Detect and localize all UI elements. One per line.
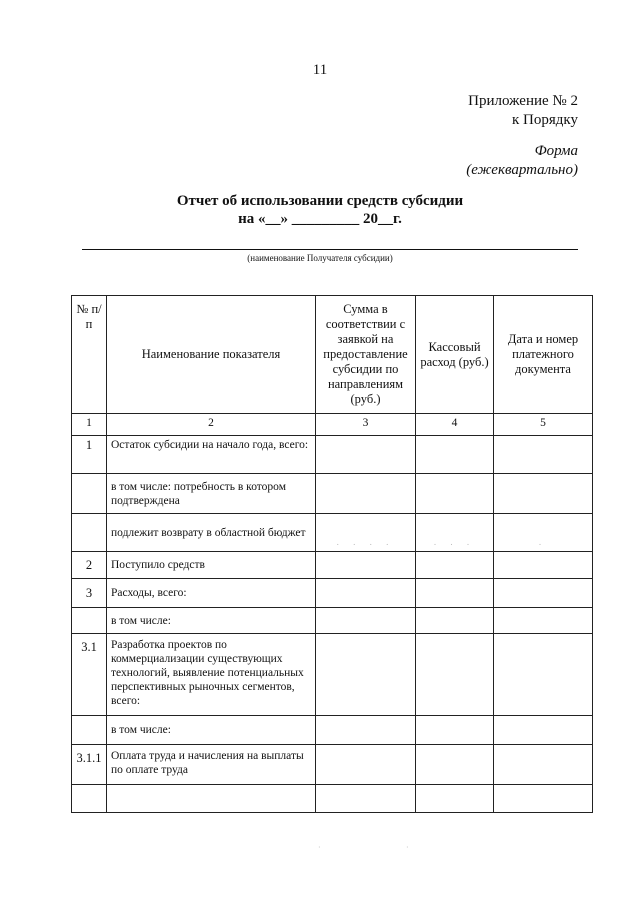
row-indicator: Поступило средств (107, 552, 316, 579)
row-indicator: в том числе: потребность в котором подтверждена (107, 474, 316, 514)
table-row (72, 514, 593, 552)
row-number (72, 514, 107, 552)
form-note-line-2: (ежеквартально) (466, 162, 578, 178)
row-indicator: Остаток субсидии на начало года, всего: (107, 436, 316, 474)
cash-expense-cell (416, 745, 494, 785)
recipient-caption: (наименование Получателя субсидии) (247, 253, 393, 263)
column-number: 3 (316, 414, 416, 436)
row-indicator: Разработка проектов по коммерциализации существующих технологий, выявление потенциальных перспективных рыночных сегментов, всего: (107, 634, 316, 716)
table-row (72, 436, 593, 474)
appendix-line-1: Приложение № 2 (468, 93, 578, 109)
cash-expense-cell (416, 634, 494, 716)
payment-doc-cell (494, 608, 593, 634)
column-number-row (72, 414, 593, 436)
table-row (72, 552, 593, 579)
header-indicator: Наименование показателя (107, 296, 316, 414)
header-num: № п/п (72, 296, 107, 414)
appendix-reference (468, 92, 578, 130)
form-note (466, 142, 578, 180)
payment-doc-cell (494, 436, 593, 474)
amount-cell (316, 785, 416, 813)
payment-doc-cell (494, 785, 593, 813)
amount-cell (316, 608, 416, 634)
cash-expense-cell: . . . (416, 514, 494, 552)
payment-doc-cell (494, 474, 593, 514)
payment-doc-cell (494, 579, 593, 608)
header-cash-expense: Кассовый расход (руб.) (416, 296, 494, 414)
appendix-line-2: к Порядку (512, 112, 578, 128)
column-number: 1 (72, 414, 107, 436)
form-note-line-1: Форма (534, 143, 578, 159)
cash-expense-cell (416, 579, 494, 608)
column-number: 2 (107, 414, 316, 436)
row-number: 1 (72, 436, 107, 474)
table-row (72, 579, 593, 608)
table-row (72, 785, 593, 813)
row-number (72, 716, 107, 745)
document-title (0, 192, 640, 228)
amount-cell (316, 745, 416, 785)
header-amount: Сумма в соответствии с заявкой на предоставление субсидии по направлениям (руб.) (316, 296, 416, 414)
row-indicator: подлежит возврату в областной бюджет (107, 514, 316, 552)
cash-expense-cell (416, 474, 494, 514)
table-row (72, 608, 593, 634)
cash-expense-cell (416, 716, 494, 745)
amount-cell (316, 579, 416, 608)
recipient-name-line (82, 249, 578, 250)
row-number (72, 608, 107, 634)
cash-expense-cell (416, 785, 494, 813)
title-line-2: на «__» _________ 20__г. (238, 211, 402, 227)
title-line-1: Отчет об использовании средств субсидии (176, 193, 464, 209)
amount-cell (316, 552, 416, 579)
row-indicator (107, 785, 316, 813)
row-indicator: в том числе: (107, 716, 316, 745)
payment-doc-cell (494, 634, 593, 716)
cash-expense-cell (416, 436, 494, 474)
column-number: 5 (494, 414, 593, 436)
report-table (71, 295, 593, 813)
row-number (72, 785, 107, 813)
header-payment-doc: Дата и номер платежного документа (494, 296, 593, 414)
row-indicator: Расходы, всего: (107, 579, 316, 608)
payment-doc-cell (494, 552, 593, 579)
payment-doc-cell: . (494, 514, 593, 552)
row-number: 3.1.1 (72, 745, 107, 785)
payment-doc-cell (494, 745, 593, 785)
table-row (72, 745, 593, 785)
table-row (72, 634, 593, 716)
cash-expense-cell (416, 608, 494, 634)
column-number: 4 (416, 414, 494, 436)
payment-doc-cell (494, 716, 593, 745)
amount-cell (316, 474, 416, 514)
table-row (72, 716, 593, 745)
amount-cell: . . . . (316, 514, 416, 552)
row-indicator: Оплата труда и начисления на выплаты по оплате труда (107, 745, 316, 785)
row-number (72, 474, 107, 514)
page-number: 11 (312, 62, 328, 78)
row-indicator: в том числе: (107, 608, 316, 634)
table-row (72, 474, 593, 514)
amount-cell (316, 634, 416, 716)
amount-cell (316, 716, 416, 745)
row-number: 3.1 (72, 634, 107, 716)
row-number: 3 (72, 579, 107, 608)
amount-cell (316, 436, 416, 474)
row-number: 2 (72, 552, 107, 579)
table-header-row (72, 296, 593, 414)
cash-expense-cell (416, 552, 494, 579)
